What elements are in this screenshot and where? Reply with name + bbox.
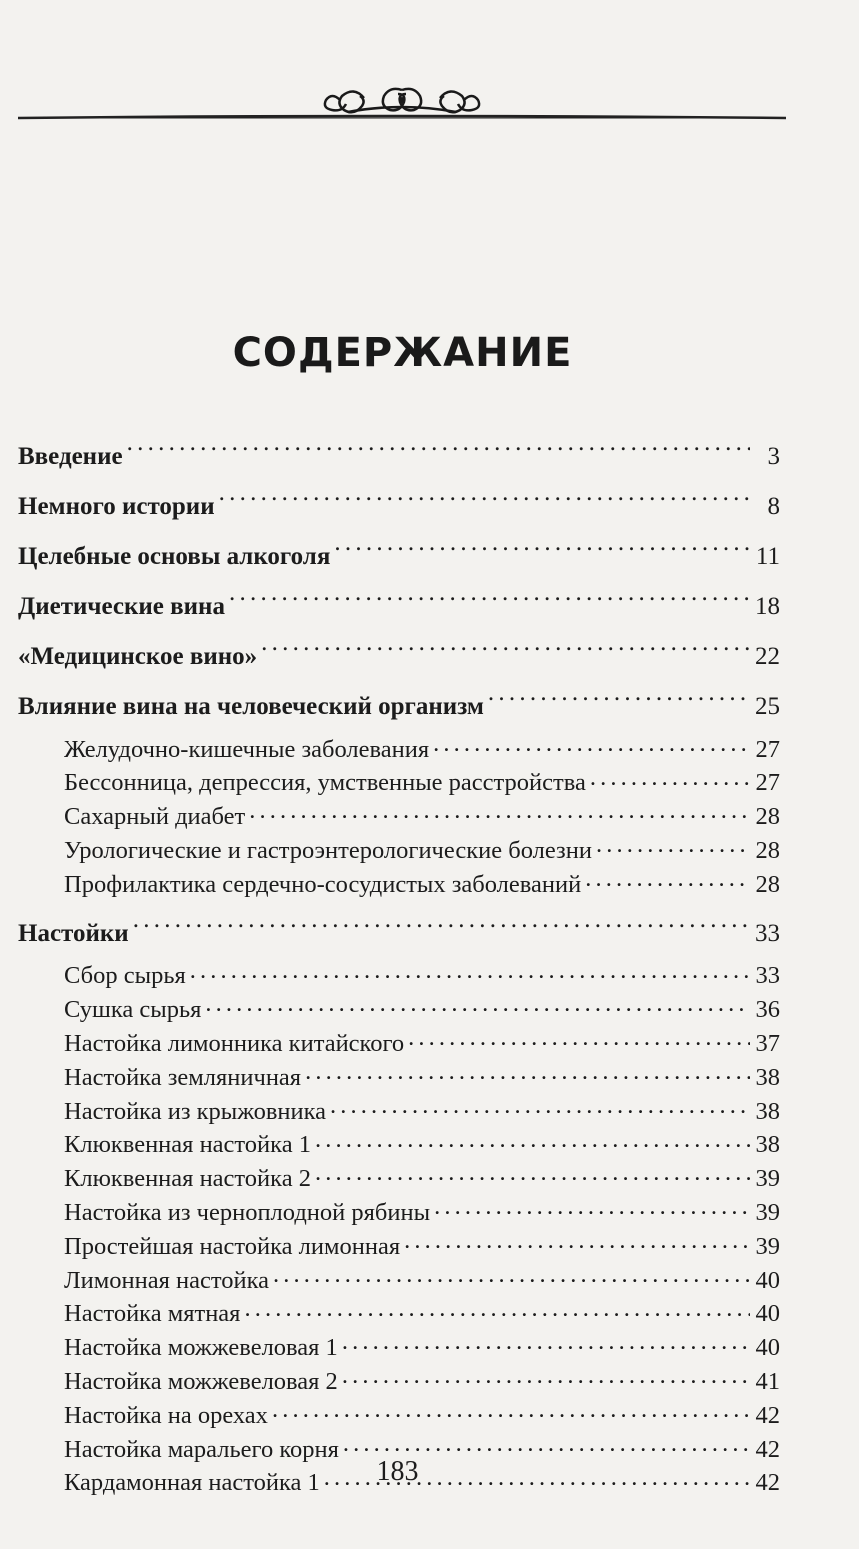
toc-entry-page-number: 22 [755,643,780,670]
dot-leader [596,833,750,858]
section-spacer [18,901,780,909]
dot-leader [219,489,750,514]
page-title: СОДЕРЖАНИЕ [232,330,573,376]
page-number: 183 [376,1456,419,1487]
toc-entry-page-number: 41 [755,1368,780,1396]
dot-leader [334,539,750,564]
toc-entry-page-number: 8 [767,493,780,520]
toc-entry-label: Настойка из крыжовника [64,1097,327,1125]
toc-entry-label: Сахарный диабет [64,803,246,831]
toc-subsection-entry [18,1263,780,1297]
toc-entry-page-number: 42 [755,1435,780,1463]
toc-entry-page-number: 42 [755,1469,780,1497]
dot-leader [342,1365,750,1390]
toc-entry-label: Настойка маральего корня [64,1435,339,1463]
dot-leader [205,993,750,1018]
toc-entry-label: Настойка можжевеловая 2 [64,1368,338,1396]
dot-leader [273,1263,750,1288]
toc-entry-page-number: 40 [755,1334,780,1362]
toc-subsection-entry [18,1060,780,1094]
toc-entry-page-number: 3 [767,443,780,470]
toc-entry-label: Сушка сырья [64,996,202,1024]
dot-leader [315,1128,750,1153]
dot-leader [244,1297,750,1322]
toc-entry-page-number: 40 [755,1300,780,1328]
toc-subsection-entry [18,1196,780,1230]
toc-entry-label: «Медицинское вино» [18,643,258,670]
decorative-scroll-ornament-icon [18,78,786,138]
toc-entry-page-number: 39 [755,1199,780,1227]
toc-subsection-entry [18,1094,780,1128]
toc-entry-label: Влияние вина на человеческий организм [18,693,484,720]
toc-subsection-entry [18,1398,780,1432]
toc-entry-page-number: 27 [755,769,780,797]
toc-entry-page-number: 28 [755,870,780,898]
toc-subsection-entry [18,800,780,834]
toc-entry-page-number: 37 [755,1030,780,1058]
dot-leader [330,1094,750,1119]
toc-entry-page-number: 18 [755,593,780,620]
toc-entry-page-number: 27 [755,735,780,763]
toc-entry-label: Настойка на орехах [64,1401,268,1429]
toc-entry-label: Сбор сырья [64,962,186,990]
toc-chapter-entry [18,432,780,482]
toc-entry-label: Кардамонная настойка 1 [64,1469,320,1497]
toc-subsection-entry [18,1128,780,1162]
toc-subsection-entry [18,833,780,867]
dot-leader [305,1060,750,1085]
dot-leader [434,1196,750,1221]
toc-entry-label: Настойка из черноплодной рябины [64,1199,431,1227]
toc-subsection-entry [18,766,780,800]
toc-entry-label: Лимонная настойка [64,1266,269,1294]
dot-leader [404,1229,750,1254]
dot-leader [229,589,750,614]
toc-subsection-entry [18,959,780,993]
toc-entry-page-number: 25 [755,693,780,720]
toc-entry-page-number: 11 [755,543,780,570]
toc-entry-page-number: 33 [755,962,780,990]
toc-entry-label: Диетические вина [18,593,225,620]
dot-leader [433,732,750,757]
dot-leader [488,689,750,714]
toc-chapter-entry [18,682,780,732]
toc-subsection-entry [18,1297,780,1331]
toc-entry-label: Настойка можжевеловая 1 [64,1334,338,1362]
toc-subsection-entry [18,1331,780,1365]
toc-entry-page-number: 39 [755,1232,780,1260]
toc-entry-page-number: 28 [755,803,780,831]
toc-subsection-entry [18,1365,780,1399]
toc-entry-page-number: 33 [755,919,780,947]
dot-leader [127,439,750,464]
dot-leader [249,800,750,825]
dot-leader [261,639,750,664]
toc-entry-page-number: 38 [755,1063,780,1091]
toc-entry-page-number: 28 [755,836,780,864]
toc-entry-label: Клюквенная настойка 2 [64,1165,311,1193]
dot-leader [272,1398,750,1423]
toc-chapter-entry [18,632,780,682]
toc-chapter-entry [18,909,780,959]
toc-entry-label: Введение [18,443,123,470]
toc-subsection-entry [18,867,780,901]
dot-leader [342,1331,750,1356]
toc-chapter-entry [18,582,780,632]
toc-entry-page-number: 38 [755,1097,780,1125]
toc-chapter-entry [18,482,780,532]
dot-leader [343,1432,750,1457]
toc-subsection-entry [18,1162,780,1196]
toc-entry-page-number: 38 [755,1131,780,1159]
toc-chapter-entry [18,532,780,582]
toc-entry-page-number: 36 [755,996,780,1024]
toc-entry-page-number: 39 [755,1165,780,1193]
dot-leader [590,766,750,791]
toc-subsection-entry [18,1027,780,1061]
toc-entry-page-number: 40 [755,1266,780,1294]
toc-entry-label: Бессонница, депрессия, умственные расстройства [64,769,586,797]
toc-entry-label: Немного истории [18,493,215,520]
dot-leader [133,916,750,941]
toc-entry-label: Настойка земляничная [64,1063,302,1091]
dot-leader [315,1162,750,1187]
dot-leader [585,867,750,892]
toc-entry-label: Профилактика сердечно-сосудистых заболеваний [64,870,582,898]
toc-subsection-entry [18,993,780,1027]
toc-entry-label: Урологические и гастроэнтерологические болезни [64,836,592,864]
toc-entry-label: Настойка мятная [64,1300,241,1328]
dot-leader [408,1027,750,1052]
toc-subsection-entry [18,732,780,766]
toc-entry-page-number: 42 [755,1401,780,1429]
table-of-contents [18,432,780,1500]
toc-entry-label: Простейшая настойка лимонная [64,1232,401,1260]
toc-entry-label: Настойки [18,919,129,947]
toc-entry-label: Клюквенная настойка 1 [64,1131,311,1159]
dot-leader [190,959,750,984]
toc-entry-label: Настойка лимонника китайского [64,1030,405,1058]
toc-entry-label: Целебные основы алкоголя [18,543,331,570]
toc-subsection-entry [18,1229,780,1263]
toc-entry-label: Желудочно-кишечные заболевания [64,735,430,763]
